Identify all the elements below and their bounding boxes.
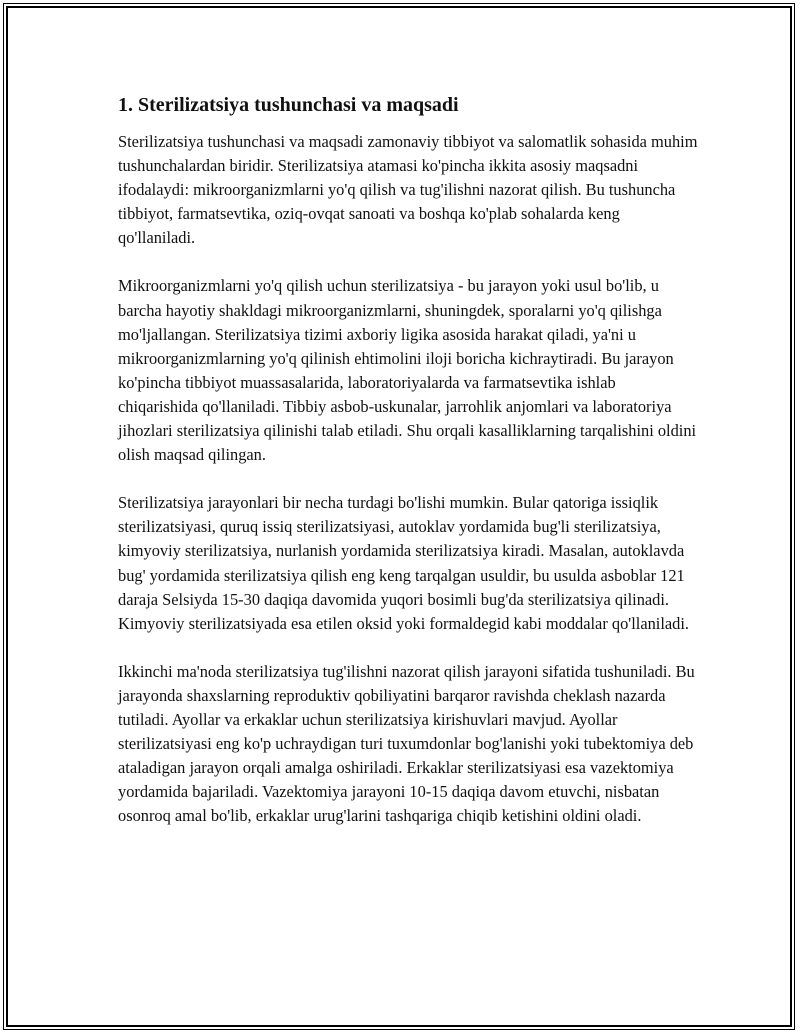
section-heading: 1. Sterilizatsiya tushunchasi va maqsadi	[118, 94, 459, 116]
document-body	[118, 92, 698, 852]
paragraph-1: Sterilizatsiya tushunchasi va maqsadi zamonaviy tibbiyot va salomatlik sohasida muhim tushunchalardan biridir. Sterilizatsiya atamasi ko'pincha ikkita asosiy maqsadni ifodalaydi: mikroorganizmlarni yo'q qilish va tug'ilishni nazorat qilish. Bu tushuncha tibbiyot, farmatsevtika, oziq-ovqat sanoati va boshqa ko'plab sohalarda keng qo'llaniladi.	[118, 132, 698, 248]
paragraph-2: Mikroorganizmlarni yo'q qilish uchun sterilizatsiya - bu jarayon yoki usul bo'lib, u barcha hayotiy shakldagi mikroorganizmlarni, shuningdek, sporalarni yo'q qilishga mo'ljallangan. Sterilizatsiya tizimi axboriy ligika asosida harakat qiladi, ya'ni u mikroorganizmlarning yo'q qilinish ehtimolini iloji boricha kichraytiradi. Bu jarayon ko'pincha tibbiyot muassasalarida, laboratoriyalarda va farmatsevtika ishlab chiqarishida qo'llaniladi. Tibbiy asbob-uskunalar, jarrohlik anjomlari va laboratoriya jihozlari sterilizatsiya qilinishi talab etiladi. Shu orqali kasalliklarning tarqalishini oldini olish maqsad qilingan.	[118, 276, 697, 465]
paragraph-4: Ikkinchi ma'noda sterilizatsiya tug'ilishni nazorat qilish jarayoni sifatida tushuniladi. Bu jarayonda shaxslarning reproduktiv qobiliyatini barqaror ravishda cheklash nazarda tutiladi. Ayollar va erkaklar uchun sterilizatsiya kirishuvlari mavjud. Ayollar sterilizatsiyasi eng ko'p uchraydigan turi tuxumdonlar bog'lanishi yoki tubektomiya deb ataladigan jarayon orqali amalga oshiriladi. Erkaklar sterilizatsiyasi esa vazektomiya yordamida bajariladi. Vazektomiya jarayoni 10-15 daqiqa davom etuvchi, nisbatan osonroq amal bo'lib, erkaklar urug'larini tashqariga chiqib ketishini oldini oladi.	[118, 661, 695, 826]
paragraph-3: Sterilizatsiya jarayonlari bir necha turdagi bo'lishi mumkin. Bular qatoriga issiqlik sterilizatsiyasi, quruq issiq sterilizatsiyasi, autoklav yordamida bug'li sterilizatsiya, kimyoviy sterilizatsiya, nurlanish yordamida sterilizatsiya kiradi. Masalan, autoklavda bug' yordamida sterilizatsiya qilish eng keng tarqalgan usuldir, bu usulda asboblar 121 daraja Selsiyda 15-30 daqiqa davomida yuqori bosimli bug'da sterilizatsiya qilinadi. Kimyoviy sterilizatsiyada esa etilen oksid yoki formaldegid kabi moddalar qo'llaniladi.	[118, 493, 690, 633]
